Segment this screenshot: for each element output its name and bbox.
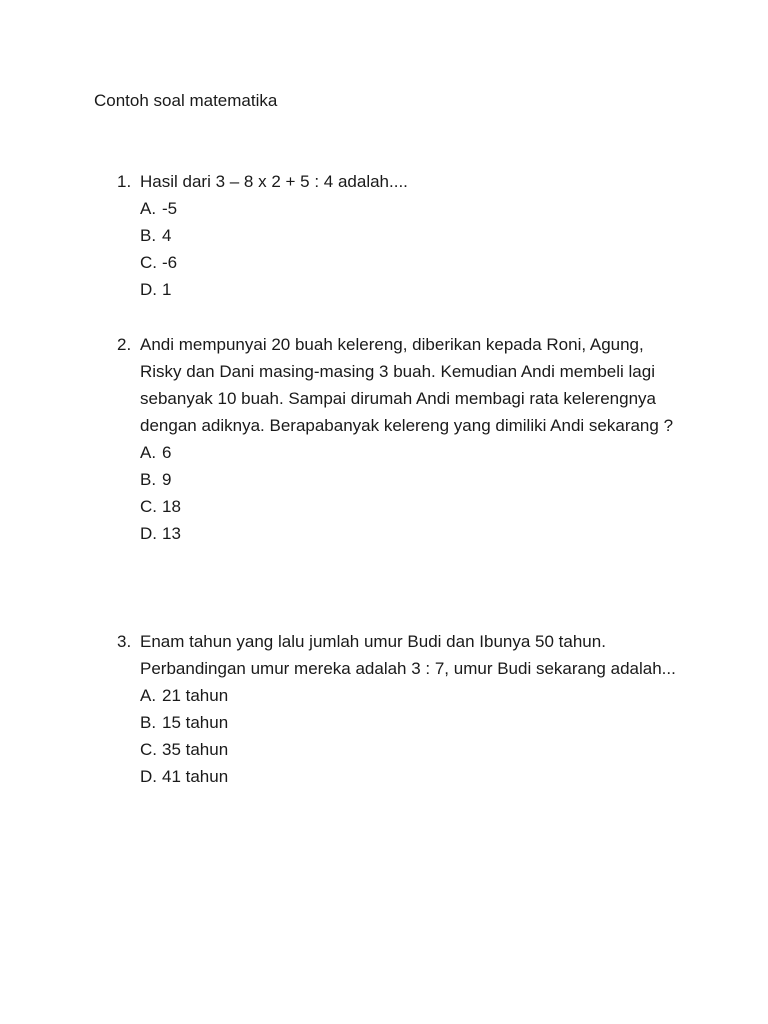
question-2 — [117, 331, 677, 547]
answer-options — [117, 682, 677, 790]
option-letter: A. — [140, 443, 157, 462]
option-letter: D. — [140, 524, 157, 543]
option-text: -6 — [162, 253, 178, 272]
answer-option-c — [117, 493, 677, 520]
answer-option-b — [117, 466, 677, 493]
question-stem — [117, 168, 677, 195]
answer-option-c — [117, 736, 677, 763]
option-text: 9 — [162, 470, 172, 489]
option-text: 15 tahun — [162, 713, 229, 732]
question-1 — [117, 168, 677, 303]
answer-option-b — [117, 222, 677, 249]
question-3 — [117, 628, 677, 790]
option-text: -5 — [162, 199, 178, 218]
answer-option-a — [117, 682, 677, 709]
option-letter: C. — [140, 253, 157, 272]
option-letter: B. — [140, 226, 157, 245]
question-number: 2. — [117, 335, 132, 354]
option-letter: A. — [140, 686, 157, 705]
option-letter: B. — [140, 470, 157, 489]
option-letter: B. — [140, 713, 157, 732]
answer-option-c — [117, 249, 677, 276]
option-letter: A. — [140, 199, 157, 218]
option-text: 41 tahun — [162, 767, 229, 786]
option-text: 6 — [162, 443, 172, 462]
answer-options — [117, 439, 677, 547]
question-number: 3. — [117, 632, 132, 651]
option-letter: D. — [140, 280, 157, 299]
answer-option-d — [117, 520, 677, 547]
option-text: 21 tahun — [162, 686, 229, 705]
question-text: Enam tahun yang lalu jumlah umur Budi dan Ibunya 50 tahun. Perbandingan umur mereka adalah 3 : 7, umur Budi sekarang adalah... — [140, 632, 676, 678]
option-text: 4 — [162, 226, 172, 245]
option-text: 18 — [162, 497, 181, 516]
question-stem — [117, 628, 677, 682]
option-text: 35 tahun — [162, 740, 229, 759]
question-text: Andi mempunyai 20 buah kelereng, diberikan kepada Roni, Agung, Risky dan Dani masing-masing 3 buah. Kemudian Andi membeli lagi sebanyak 10 buah. Sampai dirumah Andi membagi rata kelerengnya dengan adiknya. Berapabanyak kelereng yang dimiliki Andi sekarang ? — [140, 335, 674, 435]
question-stem — [117, 331, 677, 439]
answer-option-d — [117, 276, 677, 303]
question-text: Hasil dari 3 – 8 x 2 + 5 : 4 adalah.... — [140, 172, 408, 191]
option-letter: C. — [140, 740, 157, 759]
answer-option-a — [117, 439, 677, 466]
answer-option-d — [117, 763, 677, 790]
option-letter: C. — [140, 497, 157, 516]
option-letter: D. — [140, 767, 157, 786]
document-title: Contoh soal matematika — [94, 91, 278, 110]
option-text: 13 — [162, 524, 181, 543]
answer-options — [117, 195, 677, 303]
option-text: 1 — [162, 280, 172, 299]
question-number: 1. — [117, 172, 132, 191]
answer-option-b — [117, 709, 677, 736]
answer-option-a — [117, 195, 677, 222]
